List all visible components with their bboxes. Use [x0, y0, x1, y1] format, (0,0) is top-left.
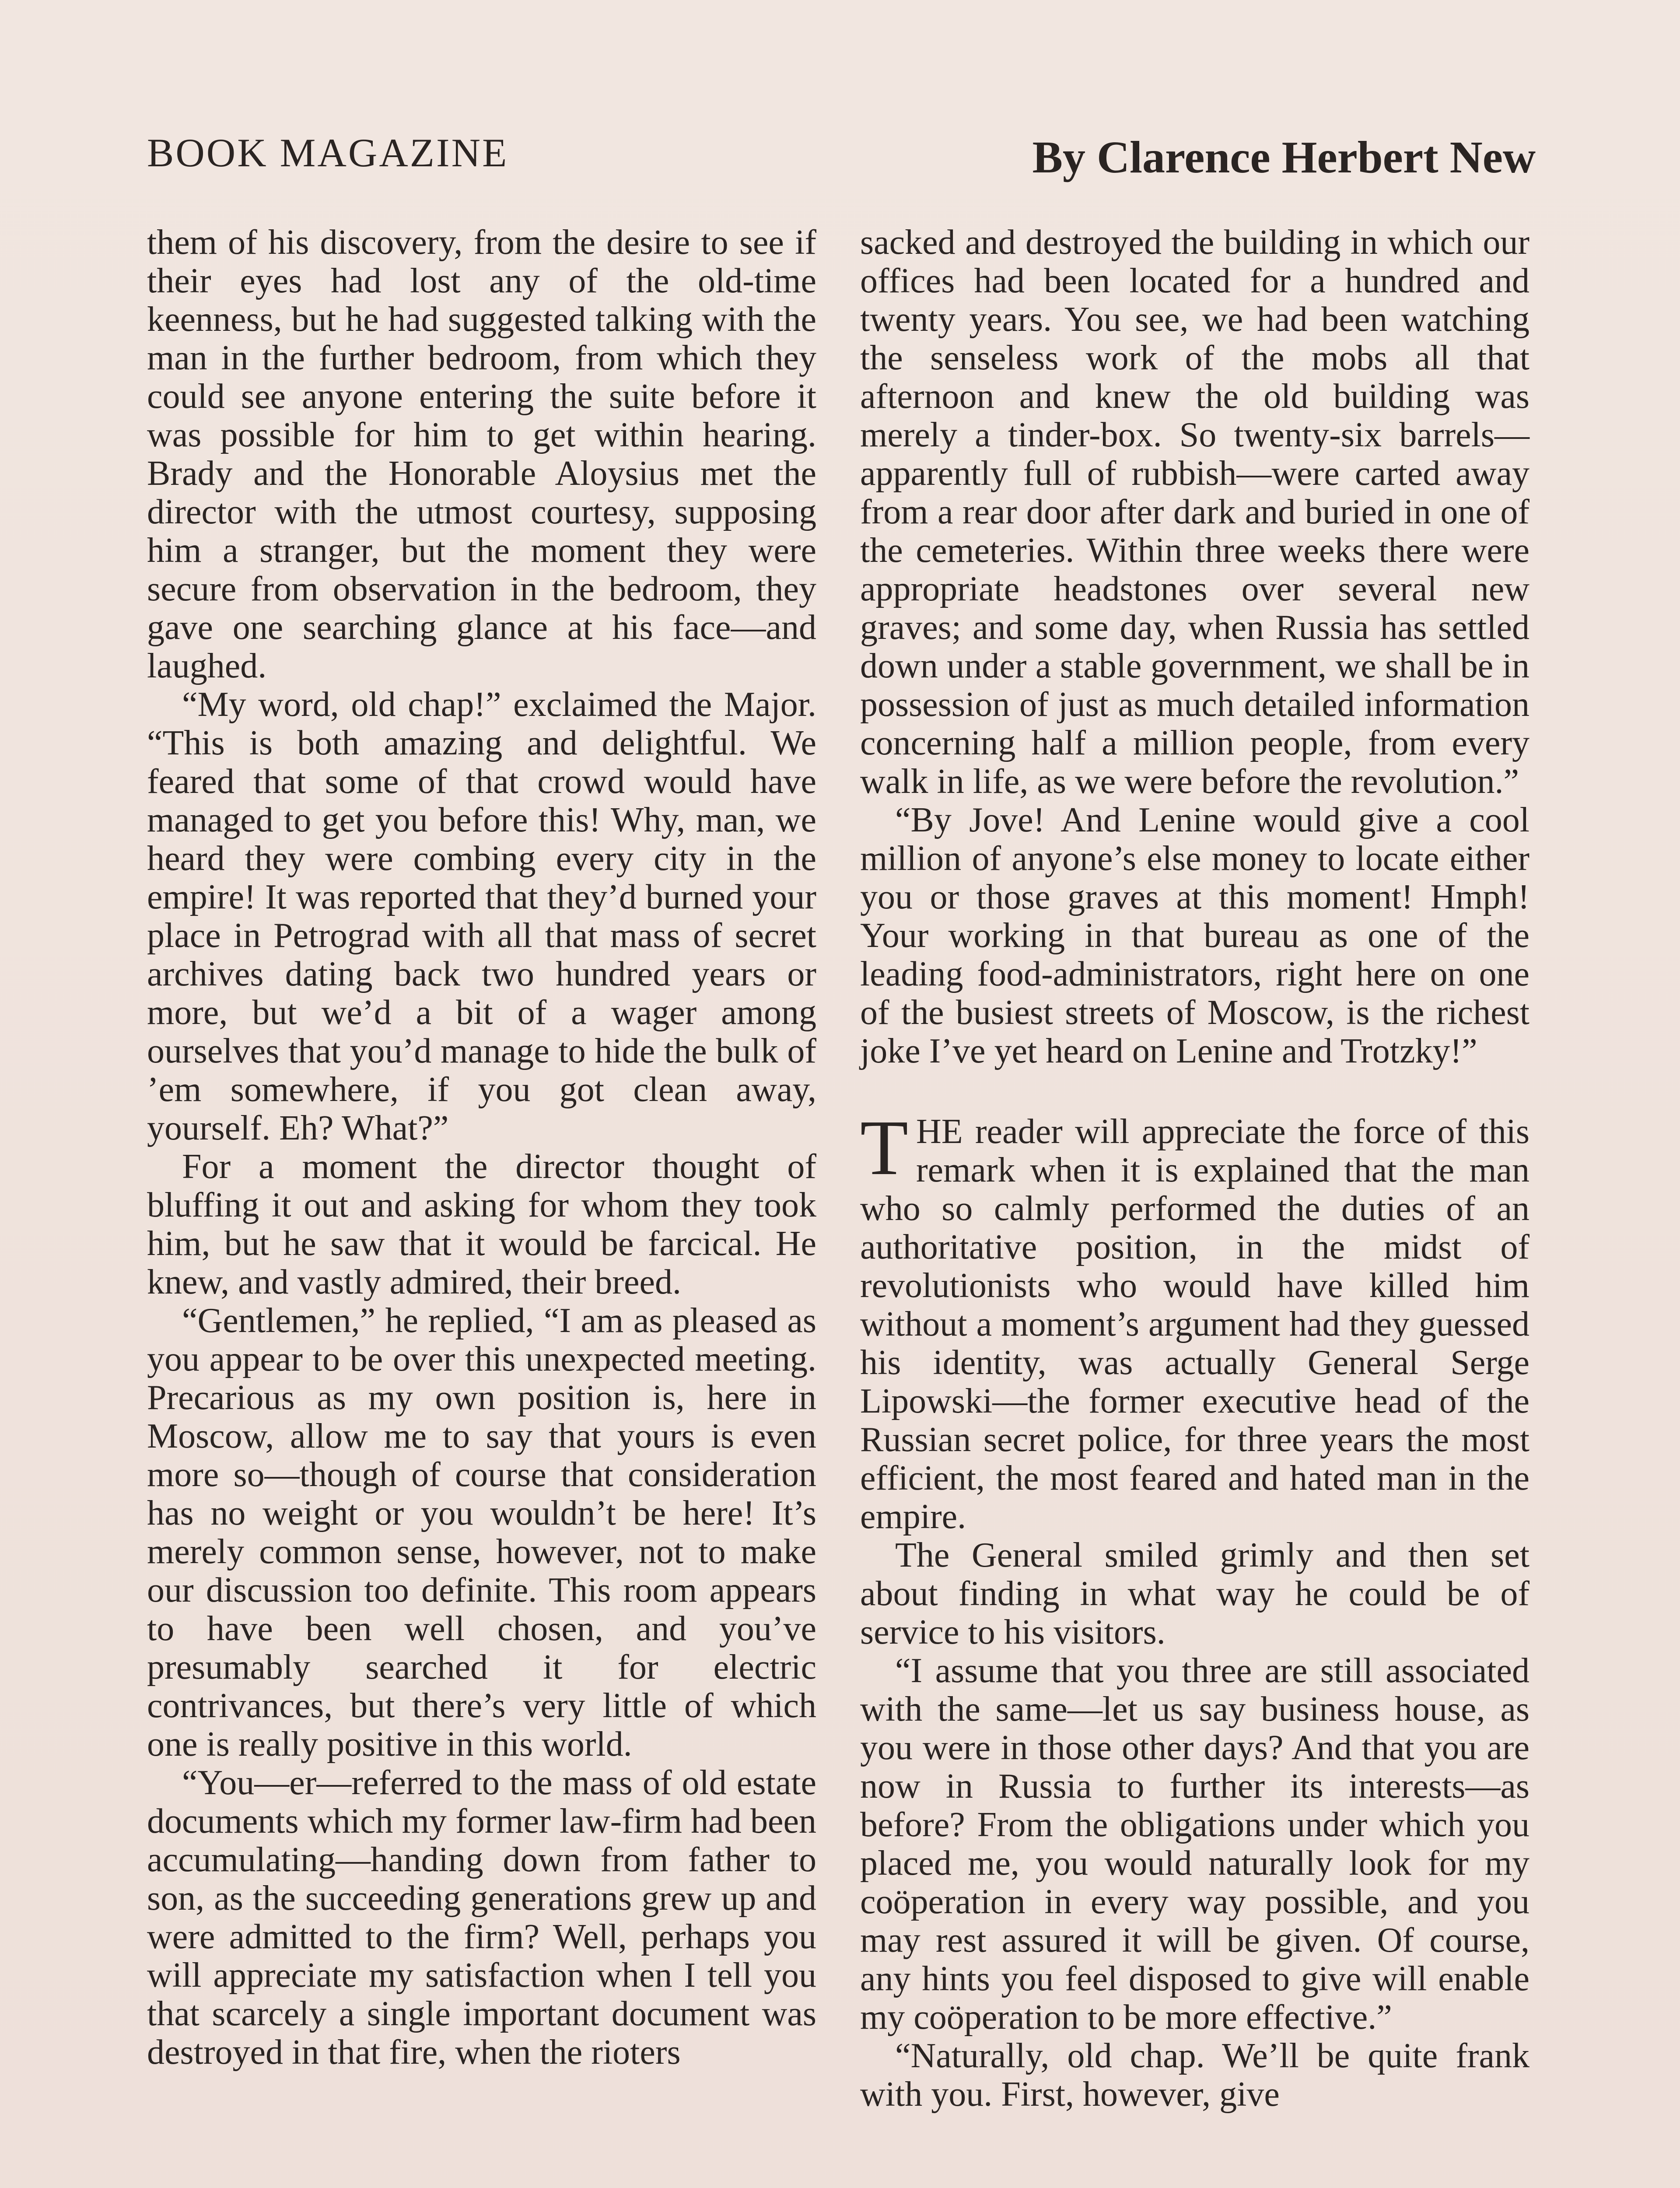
paragraph: The General smiled grimly and then set about finding in what way he could be of service to his visitors. [860, 1536, 1530, 1652]
section-opening-paragraph [860, 1104, 1530, 1536]
paragraph: “You—er—referred to the mass of old estate documents which my former law-firm had been accumulating—handing down from father to son, as the succeeding generations grew up and were admitted to the firm? Well, perhaps you will appreciate my satisfaction when I tell you that scarcely a single important document was destroyed in that fire, when the rioters [147, 1764, 816, 2072]
paragraph: them of his discovery, from the desire to see if their eyes had lost any of the old-time keenness, but he had suggested talking with the man in the further bedroom, from which they could see anyone entering the suite before it was possible for him to get within hearing. Brady and the Honorable Aloysius met the director with the utmost courtesy, supposing him a stranger, but the moment they were secure from observation in the bedroom, they gave one searching glance at his face—and laughed. [147, 223, 816, 685]
section-opening-text: HE reader will appreciate the force of this remark when it is explained that the man who so calmly performed the duties of an authoritative position, in the midst of revolutionists who would have killed him without a moment’s argument had they guessed his identity, was actually General Serge Lipowski—the former executive head of the Russian secret police, for three years the most efficient, the most feared and hated man in the empire. [860, 1112, 1530, 1536]
magazine-title: BOOK MAGAZINE [147, 130, 509, 175]
left-text-column [147, 223, 816, 2072]
right-text-column [860, 223, 1530, 2114]
paragraph: “I assume that you three are still associated with the same—let us say business house, as you were in those other days? And that you are now in Russia to further its interests—as before? From the obligations under which you placed me, you would naturally look for my coöperation in every way possible, and you may rest assured it will be given. Of course, any hints you feel disposed to give will enable my coöperation to be more effective.” [860, 1652, 1530, 2037]
paragraph: sacked and destroyed the building in which our offices had been located for a hundred and twenty years. You see, we had been watching the senseless work of the mobs all that afternoon and knew the old building was merely a tinder-box. So twenty-six barrels—apparently full of rubbish—were carted away from a rear door after dark and buried in one of the cemeteries. Within three weeks there were appropriate headstones over several new graves; and some day, when Russia has settled down under a stable government, we shall be in possession of just as much detailed information concerning half a million people, from every walk in life, as we were before the revolution.” [860, 223, 1530, 801]
paragraph: “Naturally, old chap. We’ll be quite frank with you. First, however, give [860, 2037, 1530, 2114]
paragraph: “My word, old chap!” exclaimed the Major. “This is both amazing and delightful. We feared that some of that crowd would have managed to get you before this! Why, man, we heard they were combing every city in the empire! It was reported that they’d burned your place in Petrograd with all that mass of secret archives dating back two hundred years or more, but we’d a bit of a wager among ourselves that you’d manage to hide the bulk of ’em somewhere, if you got clean away, yourself. Eh? What?” [147, 685, 816, 1147]
paragraph: “By Jove! And Lenine would give a cool million of anyone’s else money to locate either you or those graves at this moment! Hmph! Your working in that bureau as one of the leading food-administrators, right here on one of the busiest streets of Moscow, is the richest joke I’ve yet heard on Lenine and Trotzky!” [860, 801, 1530, 1070]
paragraph: “Gentlemen,” he replied, “I am as pleased as you appear to be over this unexpected meeting. Precarious as my own position is, here in Moscow, allow me to say that yours is even more so—though of course that consideration has no weight or you wouldn’t be here! It’s merely common sense, however, not to make our discussion too definite. This room appears to have been well chosen, and you’ve presumably searched it for electric contrivances, but there’s very little of which one is really positive in this world. [147, 1301, 816, 1764]
author-byline: By Clarence Herbert New [1032, 132, 1536, 182]
paragraph: For a moment the director thought of bluffing it out and asking for whom they took him, but he saw that it would be farcical. He knew, and vastly admired, their breed. [147, 1147, 816, 1301]
drop-cap: T [860, 1104, 908, 1191]
